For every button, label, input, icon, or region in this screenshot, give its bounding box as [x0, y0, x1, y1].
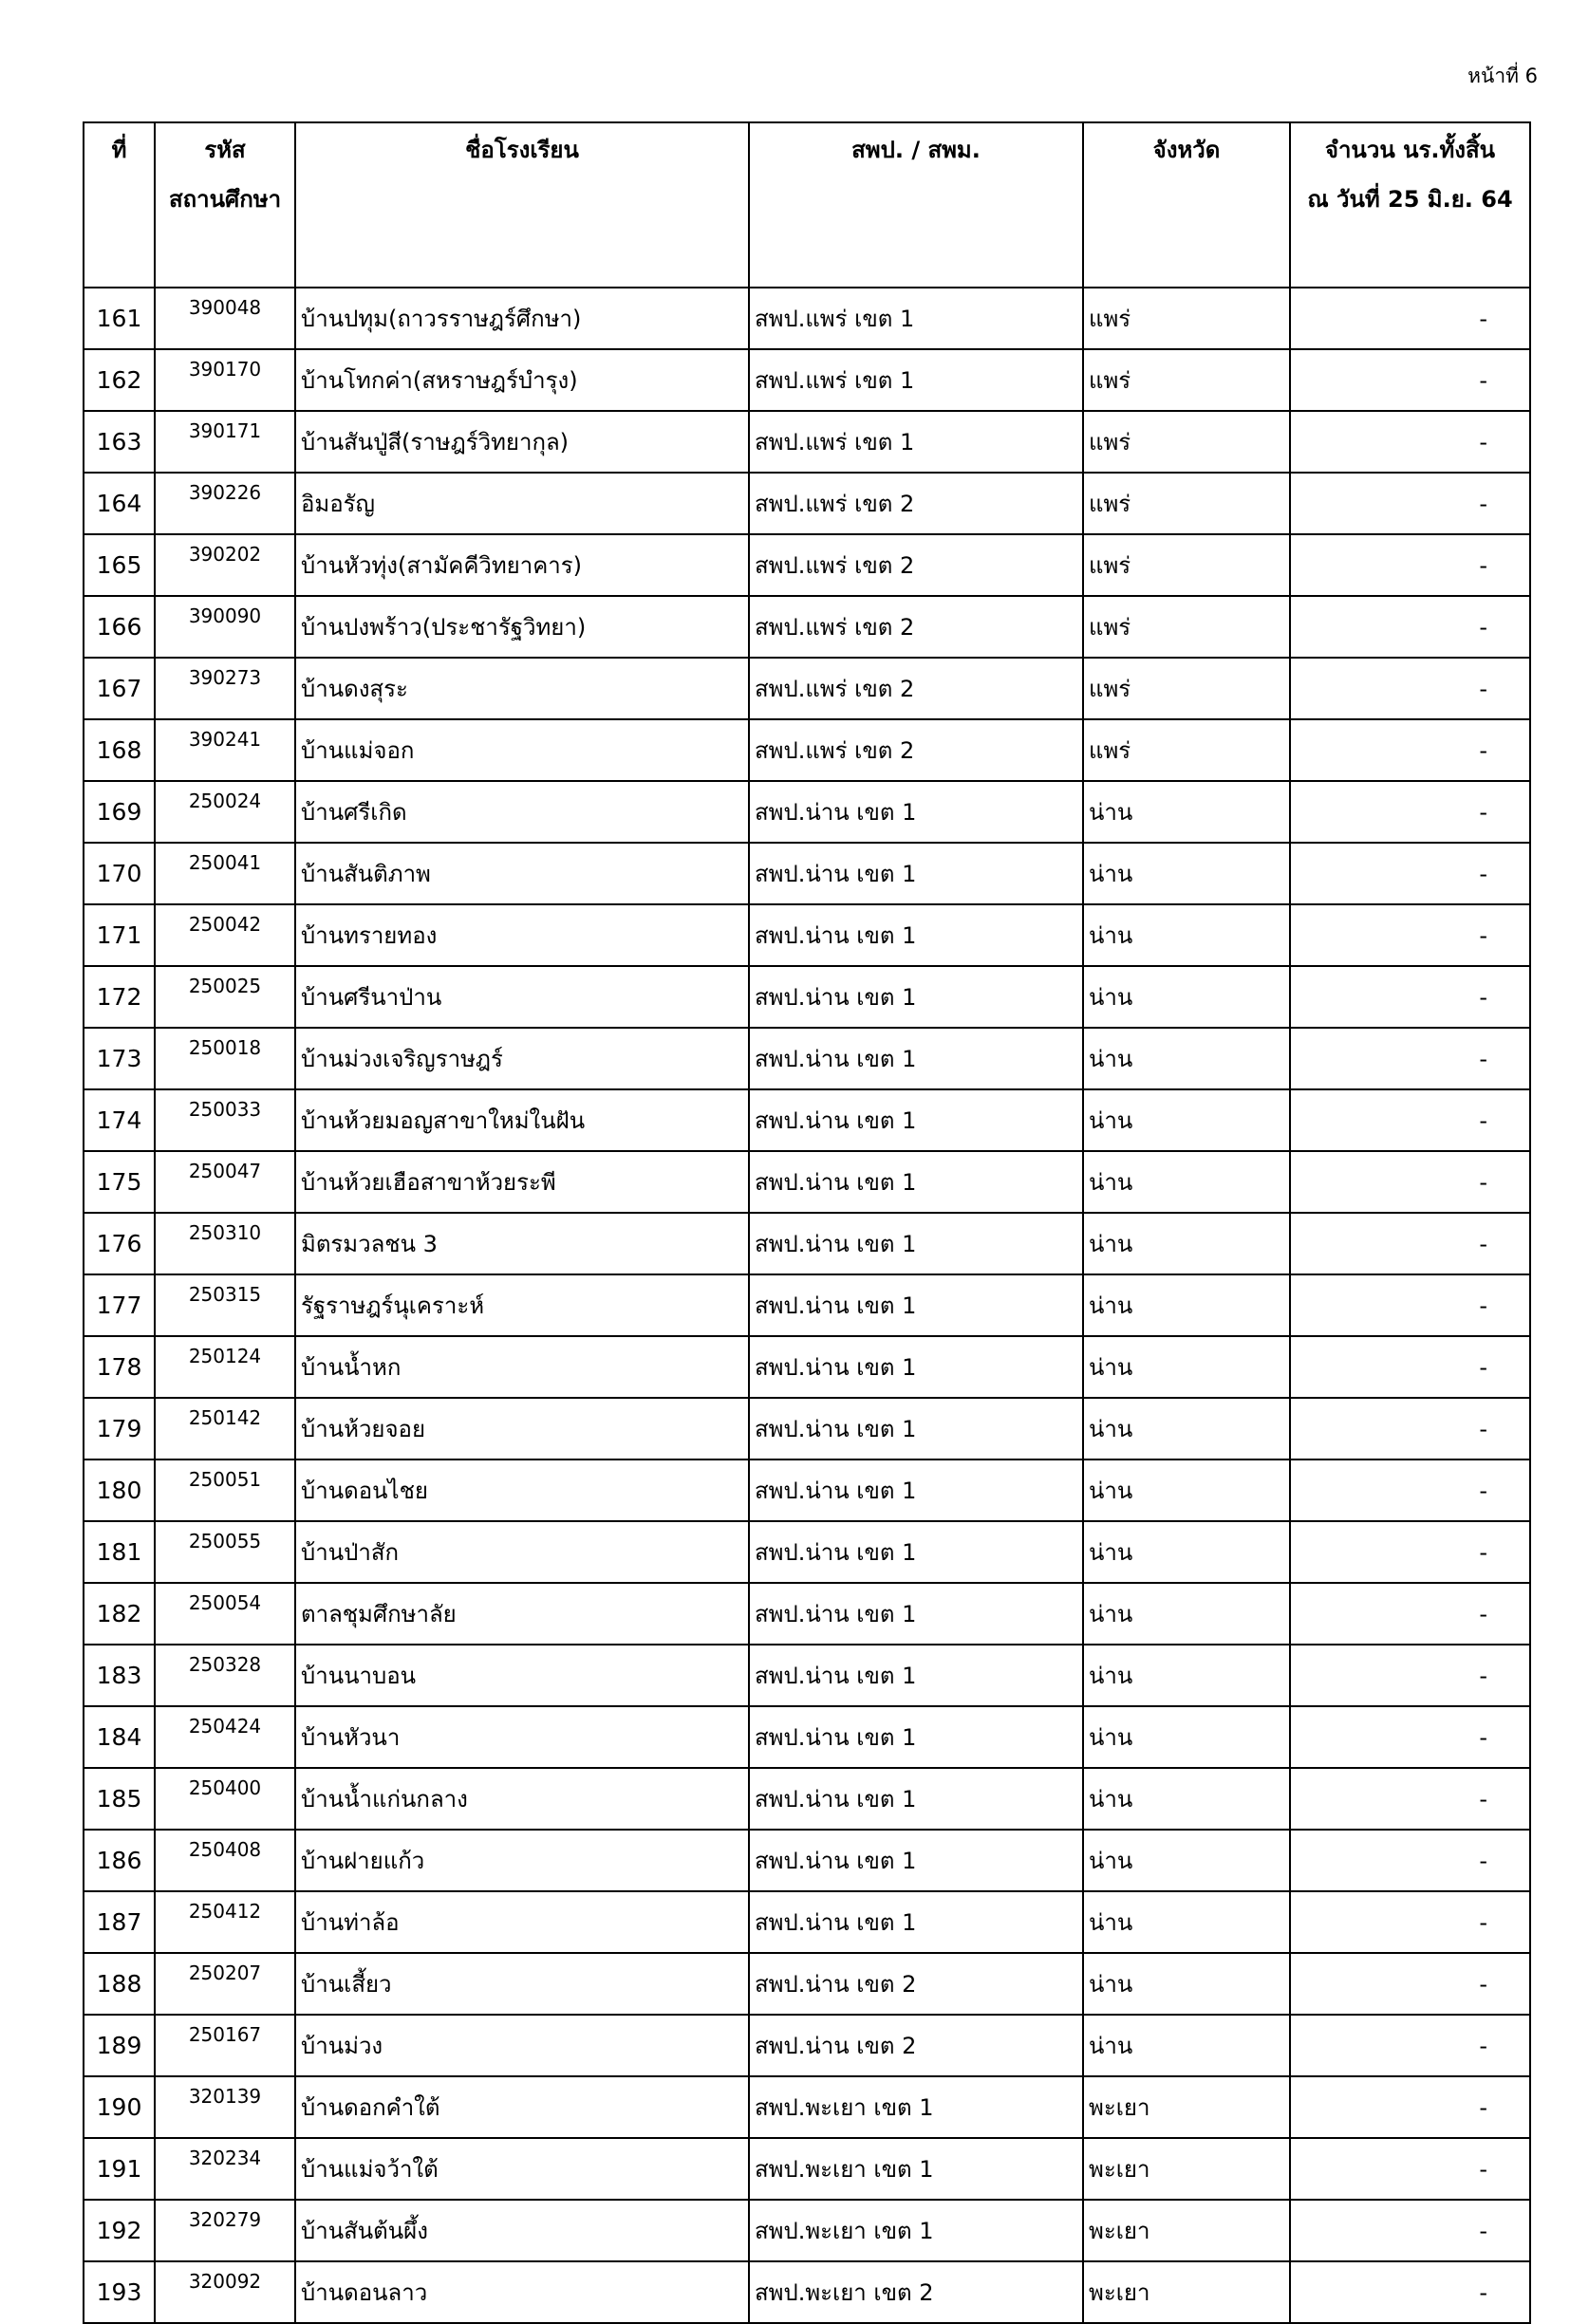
row-number-cell: 171 — [84, 904, 155, 966]
province-cell: น่าน — [1083, 904, 1290, 966]
school-name-cell: บ้านดอนไชย — [295, 1459, 749, 1521]
student-count-cell: - — [1290, 2200, 1530, 2261]
school-name-cell: บ้านหัวทุ่ง(สามัคคีวิทยาคาร) — [295, 534, 749, 596]
education-area-cell: สพป.แพร่ เขต 1 — [749, 288, 1083, 349]
school-name-cell: บ้านท่าล้อ — [295, 1891, 749, 1953]
header-code-line-1: รหัส — [204, 137, 246, 163]
student-count-cell: - — [1290, 2076, 1530, 2138]
school-code-cell: 320139 — [155, 2076, 295, 2138]
school-code-cell: 390171 — [155, 411, 295, 473]
school-code-cell: 250408 — [155, 1830, 295, 1891]
education-area-cell: สพป.น่าน เขต 1 — [749, 1706, 1083, 1768]
school-name-cell: บ้านปทุม(ถาวรราษฎร์ศึกษา) — [295, 288, 749, 349]
school-name-cell: ตาลชุมศึกษาลัย — [295, 1583, 749, 1645]
table-row — [84, 1213, 1530, 1274]
school-code-cell: 320279 — [155, 2200, 295, 2261]
education-area-cell: สพป.น่าน เขต 1 — [749, 1459, 1083, 1521]
school-name-cell: มิตรมวลชน 3 — [295, 1213, 749, 1274]
school-name-cell: บ้านสันติภาพ — [295, 843, 749, 904]
province-cell: แพร่ — [1083, 473, 1290, 534]
education-area-cell: สพป.แพร่ เขต 2 — [749, 473, 1083, 534]
school-code-cell: 390241 — [155, 719, 295, 781]
school-name-cell: บ้านแม่จว้าใต้ — [295, 2138, 749, 2200]
table-row — [84, 473, 1530, 534]
student-count-cell: - — [1290, 1891, 1530, 1953]
education-area-cell: สพป.น่าน เขต 1 — [749, 1028, 1083, 1089]
education-area-cell: สพป.น่าน เขต 1 — [749, 1089, 1083, 1151]
education-area-cell: สพป.น่าน เขต 1 — [749, 1768, 1083, 1830]
student-count-cell: - — [1290, 1459, 1530, 1521]
student-count-cell: - — [1290, 1521, 1530, 1583]
student-count-cell: - — [1290, 1336, 1530, 1398]
table-body — [84, 288, 1530, 2323]
province-cell: แพร่ — [1083, 534, 1290, 596]
education-area-cell: สพป.น่าน เขต 1 — [749, 1151, 1083, 1213]
school-name-cell: บ้านดอนลาว — [295, 2261, 749, 2323]
school-code-cell: 390170 — [155, 349, 295, 411]
row-number-cell: 179 — [84, 1398, 155, 1459]
table-row — [84, 781, 1530, 843]
school-name-cell: บ้านห้วยจอย — [295, 1398, 749, 1459]
table-row — [84, 1459, 1530, 1521]
student-count-cell: - — [1290, 1706, 1530, 1768]
school-name-cell: บ้านม่วง — [295, 2015, 749, 2076]
table-row — [84, 2200, 1530, 2261]
education-area-cell: สพป.น่าน เขต 1 — [749, 1521, 1083, 1583]
header-count-line-1: จำนวน นร.ทั้งสิ้น — [1324, 137, 1496, 163]
province-cell: น่าน — [1083, 1089, 1290, 1151]
school-code-cell: 250041 — [155, 843, 295, 904]
row-number-cell: 185 — [84, 1768, 155, 1830]
table-row — [84, 966, 1530, 1028]
table-row — [84, 411, 1530, 473]
student-count-cell: - — [1290, 473, 1530, 534]
row-number-cell: 189 — [84, 2015, 155, 2076]
student-count-cell: - — [1290, 411, 1530, 473]
school-name-cell: บ้านห้วยมอญสาขาใหม่ในฝัน — [295, 1089, 749, 1151]
row-number-cell: 193 — [84, 2261, 155, 2323]
row-number-cell: 165 — [84, 534, 155, 596]
school-code-cell: 250055 — [155, 1521, 295, 1583]
education-area-cell: สพป.พะเยา เขต 1 — [749, 2076, 1083, 2138]
school-name-cell: บ้านสันต้นผึ้ง — [295, 2200, 749, 2261]
header-code-line-2: สถานศึกษา — [168, 186, 282, 213]
school-code-cell: 250328 — [155, 1645, 295, 1706]
row-number-cell: 175 — [84, 1151, 155, 1213]
table-row — [84, 1336, 1530, 1398]
school-name-cell: บ้านน้ำหก — [295, 1336, 749, 1398]
table-header-row — [84, 122, 1530, 288]
school-name-cell: บ้านป่าสัก — [295, 1521, 749, 1583]
province-cell: น่าน — [1083, 966, 1290, 1028]
row-number-cell: 173 — [84, 1028, 155, 1089]
school-code-cell: 250054 — [155, 1583, 295, 1645]
student-count-cell: - — [1290, 596, 1530, 658]
row-number-cell: 161 — [84, 288, 155, 349]
province-cell: น่าน — [1083, 1830, 1290, 1891]
table-row — [84, 2138, 1530, 2200]
province-cell: น่าน — [1083, 1521, 1290, 1583]
province-cell: น่าน — [1083, 1583, 1290, 1645]
province-cell: น่าน — [1083, 1213, 1290, 1274]
student-count-cell: - — [1290, 781, 1530, 843]
education-area-cell: สพป.พะเยา เขต 1 — [749, 2138, 1083, 2200]
table-row — [84, 1398, 1530, 1459]
row-number-cell: 182 — [84, 1583, 155, 1645]
school-code-cell: 390048 — [155, 288, 295, 349]
table-row — [84, 719, 1530, 781]
school-code-cell: 250024 — [155, 781, 295, 843]
header-name — [295, 122, 749, 288]
school-code-cell: 250412 — [155, 1891, 295, 1953]
table-row — [84, 1706, 1530, 1768]
student-count-cell: - — [1290, 1953, 1530, 2015]
student-count-cell: - — [1290, 534, 1530, 596]
row-number-cell: 170 — [84, 843, 155, 904]
school-code-cell: 390202 — [155, 534, 295, 596]
education-area-cell: สพป.พะเยา เขต 2 — [749, 2261, 1083, 2323]
student-count-cell: - — [1290, 1768, 1530, 1830]
table-row — [84, 904, 1530, 966]
education-area-cell: สพป.น่าน เขต 1 — [749, 904, 1083, 966]
school-name-cell: บ้านทรายทอง — [295, 904, 749, 966]
row-number-cell: 192 — [84, 2200, 155, 2261]
province-cell: พะเยา — [1083, 2076, 1290, 2138]
header-province-line-1: จังหวัด — [1152, 137, 1221, 163]
education-area-cell: สพป.น่าน เขต 1 — [749, 1213, 1083, 1274]
province-cell: แพร่ — [1083, 719, 1290, 781]
school-table — [83, 121, 1531, 2324]
province-cell: น่าน — [1083, 781, 1290, 843]
education-area-cell: สพป.น่าน เขต 1 — [749, 843, 1083, 904]
table-row — [84, 1089, 1530, 1151]
province-cell: น่าน — [1083, 1398, 1290, 1459]
table-row — [84, 288, 1530, 349]
student-count-cell: - — [1290, 719, 1530, 781]
province-cell: น่าน — [1083, 1706, 1290, 1768]
student-count-cell: - — [1290, 2138, 1530, 2200]
school-code-cell: 250124 — [155, 1336, 295, 1398]
school-code-cell: 250207 — [155, 1953, 295, 2015]
student-count-cell: - — [1290, 1213, 1530, 1274]
education-area-cell: สพป.พะเยา เขต 1 — [749, 2200, 1083, 2261]
row-number-cell: 181 — [84, 1521, 155, 1583]
school-name-cell: บ้านน้ำแก่นกลาง — [295, 1768, 749, 1830]
header-count-line-2: ณ วันที่ 25 มิ.ย. 64 — [1307, 186, 1513, 213]
student-count-cell: - — [1290, 843, 1530, 904]
table-row — [84, 843, 1530, 904]
student-count-cell: - — [1290, 1151, 1530, 1213]
school-name-cell: บ้านฝายแก้ว — [295, 1830, 749, 1891]
school-name-cell: บ้านศรีเกิด — [295, 781, 749, 843]
province-cell: แพร่ — [1083, 658, 1290, 719]
school-name-cell: อิมอรัญ — [295, 473, 749, 534]
school-code-cell: 250424 — [155, 1706, 295, 1768]
school-name-cell: บ้านโทกค่า(สหราษฎร์บำรุง) — [295, 349, 749, 411]
school-code-cell: 250025 — [155, 966, 295, 1028]
table-row — [84, 1151, 1530, 1213]
province-cell: แพร่ — [1083, 288, 1290, 349]
table-row — [84, 658, 1530, 719]
education-area-cell: สพป.แพร่ เขต 1 — [749, 411, 1083, 473]
header-province — [1083, 122, 1290, 288]
row-number-cell: 178 — [84, 1336, 155, 1398]
school-code-cell: 250315 — [155, 1274, 295, 1336]
table-row — [84, 1521, 1530, 1583]
student-count-cell: - — [1290, 1583, 1530, 1645]
school-code-cell: 250310 — [155, 1213, 295, 1274]
education-area-cell: สพป.น่าน เขต 1 — [749, 966, 1083, 1028]
education-area-cell: สพป.น่าน เขต 1 — [749, 1274, 1083, 1336]
row-number-cell: 177 — [84, 1274, 155, 1336]
province-cell: น่าน — [1083, 843, 1290, 904]
table-row — [84, 1583, 1530, 1645]
school-code-cell: 320234 — [155, 2138, 295, 2200]
province-cell: น่าน — [1083, 1768, 1290, 1830]
table-row — [84, 1830, 1530, 1891]
province-cell: น่าน — [1083, 1151, 1290, 1213]
school-name-cell: บ้านศรีนาป่าน — [295, 966, 749, 1028]
education-area-cell: สพป.แพร่ เขต 2 — [749, 658, 1083, 719]
province-cell: น่าน — [1083, 1274, 1290, 1336]
school-code-cell: 250033 — [155, 1089, 295, 1151]
province-cell: น่าน — [1083, 1953, 1290, 2015]
province-cell: แพร่ — [1083, 411, 1290, 473]
row-number-cell: 174 — [84, 1089, 155, 1151]
header-no — [84, 122, 155, 288]
province-cell: แพร่ — [1083, 349, 1290, 411]
table-row — [84, 1645, 1530, 1706]
school-code-cell: 250042 — [155, 904, 295, 966]
student-count-cell: - — [1290, 1398, 1530, 1459]
header-area — [749, 122, 1083, 288]
student-count-cell: - — [1290, 288, 1530, 349]
province-cell: แพร่ — [1083, 596, 1290, 658]
student-count-cell: - — [1290, 349, 1530, 411]
province-cell: น่าน — [1083, 1645, 1290, 1706]
table-row — [84, 534, 1530, 596]
student-count-cell: - — [1290, 1089, 1530, 1151]
table-row — [84, 1768, 1530, 1830]
student-count-cell: - — [1290, 1645, 1530, 1706]
education-area-cell: สพป.น่าน เขต 1 — [749, 1583, 1083, 1645]
school-name-cell: บ้านปงพร้าว(ประชารัฐวิทยา) — [295, 596, 749, 658]
table-row — [84, 2261, 1530, 2323]
education-area-cell: สพป.น่าน เขต 2 — [749, 2015, 1083, 2076]
student-count-cell: - — [1290, 1830, 1530, 1891]
student-count-cell: - — [1290, 904, 1530, 966]
row-number-cell: 186 — [84, 1830, 155, 1891]
education-area-cell: สพป.น่าน เขต 1 — [749, 1398, 1083, 1459]
header-name-line-1: ชื่อโรงเรียน — [465, 137, 579, 163]
student-count-cell: - — [1290, 1274, 1530, 1336]
row-number-cell: 168 — [84, 719, 155, 781]
table-row — [84, 2076, 1530, 2138]
row-number-cell: 190 — [84, 2076, 155, 2138]
education-area-cell: สพป.น่าน เขต 1 — [749, 1891, 1083, 1953]
province-cell: น่าน — [1083, 1028, 1290, 1089]
education-area-cell: สพป.น่าน เขต 1 — [749, 1336, 1083, 1398]
school-name-cell: บ้านสันปู่สี(ราษฎร์วิทยากุล) — [295, 411, 749, 473]
page-number: หน้าที่ 6 — [1467, 65, 1538, 87]
school-name-cell: บ้านหัวนา — [295, 1706, 749, 1768]
row-number-cell: 163 — [84, 411, 155, 473]
row-number-cell: 191 — [84, 2138, 155, 2200]
row-number-cell: 162 — [84, 349, 155, 411]
row-number-cell: 187 — [84, 1891, 155, 1953]
student-count-cell: - — [1290, 1028, 1530, 1089]
education-area-cell: สพป.แพร่ เขต 2 — [749, 719, 1083, 781]
student-count-cell: - — [1290, 2015, 1530, 2076]
school-code-cell: 250051 — [155, 1459, 295, 1521]
education-area-cell: สพป.แพร่ เขต 2 — [749, 596, 1083, 658]
education-area-cell: สพป.น่าน เขต 1 — [749, 781, 1083, 843]
school-code-cell: 390226 — [155, 473, 295, 534]
school-name-cell: บ้านเสี้ยว — [295, 1953, 749, 2015]
province-cell: พะเยา — [1083, 2138, 1290, 2200]
header-area-line-1: สพป. / สพม. — [851, 137, 981, 163]
table-row — [84, 349, 1530, 411]
row-number-cell: 180 — [84, 1459, 155, 1521]
province-cell: พะเยา — [1083, 2200, 1290, 2261]
table-row — [84, 2015, 1530, 2076]
table-row — [84, 596, 1530, 658]
row-number-cell: 176 — [84, 1213, 155, 1274]
school-code-cell: 250167 — [155, 2015, 295, 2076]
table-row — [84, 1891, 1530, 1953]
table-row — [84, 1274, 1530, 1336]
province-cell: น่าน — [1083, 2015, 1290, 2076]
education-area-cell: สพป.แพร่ เขต 1 — [749, 349, 1083, 411]
header-no-line-1: ที่ — [111, 137, 127, 163]
school-code-cell: 250400 — [155, 1768, 295, 1830]
education-area-cell: สพป.น่าน เขต 1 — [749, 1645, 1083, 1706]
education-area-cell: สพป.แพร่ เขต 2 — [749, 534, 1083, 596]
school-code-cell: 250047 — [155, 1151, 295, 1213]
row-number-cell: 166 — [84, 596, 155, 658]
student-count-cell: - — [1290, 966, 1530, 1028]
school-code-cell: 250142 — [155, 1398, 295, 1459]
student-count-cell: - — [1290, 2261, 1530, 2323]
school-code-cell: 390273 — [155, 658, 295, 719]
row-number-cell: 188 — [84, 1953, 155, 2015]
header-code — [155, 122, 295, 288]
province-cell: พะเยา — [1083, 2261, 1290, 2323]
table-row — [84, 1028, 1530, 1089]
school-code-cell: 250018 — [155, 1028, 295, 1089]
row-number-cell: 167 — [84, 658, 155, 719]
education-area-cell: สพป.น่าน เขต 1 — [749, 1830, 1083, 1891]
row-number-cell: 164 — [84, 473, 155, 534]
school-name-cell: บ้านดงสุระ — [295, 658, 749, 719]
row-number-cell: 169 — [84, 781, 155, 843]
province-cell: น่าน — [1083, 1891, 1290, 1953]
province-cell: น่าน — [1083, 1459, 1290, 1521]
school-name-cell: บ้านดอกคำใต้ — [295, 2076, 749, 2138]
school-code-cell: 390090 — [155, 596, 295, 658]
row-number-cell: 184 — [84, 1706, 155, 1768]
student-count-cell: - — [1290, 658, 1530, 719]
school-code-cell: 320092 — [155, 2261, 295, 2323]
province-cell: น่าน — [1083, 1336, 1290, 1398]
row-number-cell: 183 — [84, 1645, 155, 1706]
school-name-cell: บ้านแม่จอก — [295, 719, 749, 781]
header-count — [1290, 122, 1530, 288]
school-name-cell: บ้านม่วงเจริญราษฎร์ — [295, 1028, 749, 1089]
school-name-cell: บ้านนาบอน — [295, 1645, 749, 1706]
school-name-cell: บ้านห้วยเฮือสาขาห้วยระพี — [295, 1151, 749, 1213]
row-number-cell: 172 — [84, 966, 155, 1028]
table-row — [84, 1953, 1530, 2015]
education-area-cell: สพป.น่าน เขต 2 — [749, 1953, 1083, 2015]
school-name-cell: รัฐราษฎร์นุเคราะห์ — [295, 1274, 749, 1336]
